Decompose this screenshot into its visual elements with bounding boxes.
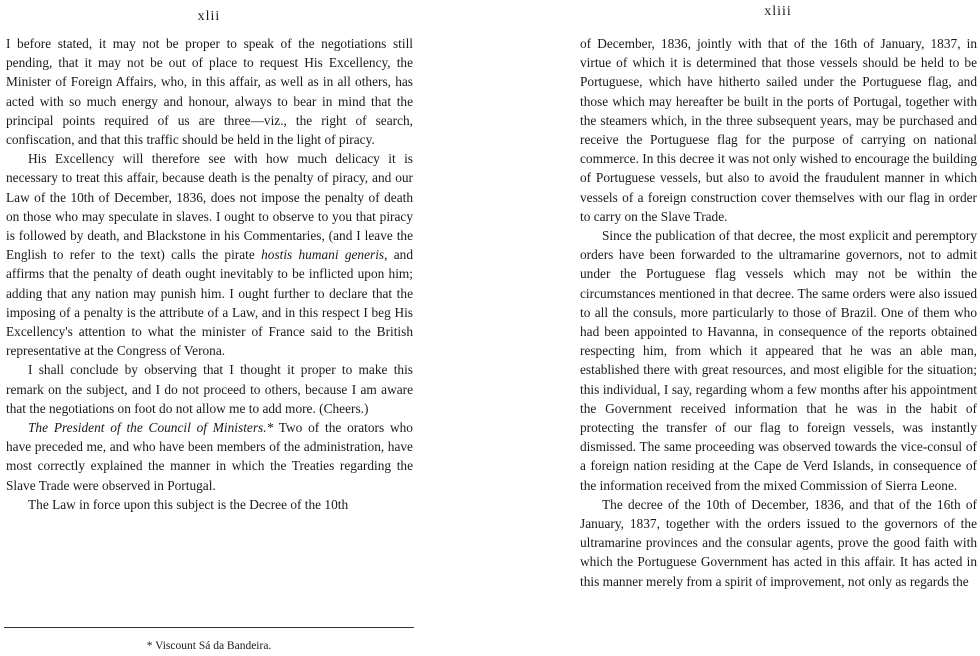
left-page-body — [6, 34, 413, 514]
footnote-divider — [4, 627, 414, 628]
left-paragraph-2 — [6, 149, 413, 360]
left-paragraph-2-tail: , and affirms that the penalty of death ought inevitably to be inflicted upon him; adding that any nation may punish him. I ought further to declare that the imposing of a penalty is the attribute of a Law, and in this respect I beg His Excellency's attention to what the minister of France said to the British representative at the Congress of Verona. — [6, 247, 413, 359]
latin-phrase: hostis humani generis — [261, 247, 385, 263]
right-page-body — [580, 34, 977, 591]
left-paragraph-1: I before stated, it may not be proper to speak of the negotiations still pending, that it may not be out of place to request His Excellency, the Minister of Foreign Affairs, who, in this affair, as well as in all others, has acted with so much energy and honour, always to bear in mind that the principal points required of us are three—viz., the right of search, confiscation, and that this traffic should be held in the light of piracy. — [6, 36, 413, 148]
right-paragraph-3: The decree of the 10th of December, 1836, and that of the 16th of January, 1837, together with the orders issued to the governors of the ultramarine provinces and the consular agents, prove the good faith with which the Portuguese Government has acted in this affair. It has acted in this manner merely from a spirit of improvement, not only as regards the — [580, 496, 977, 589]
left-paragraph-4-text: Two of the orators who have preceded me, and who have been members of the administration, have most correctly explained the manner in which the Treaties regarding the Slave Trade were observed in Portugal. — [6, 420, 413, 493]
left-paragraph-4 — [6, 418, 413, 495]
right-paragraph-1: of December, 1836, jointly with that of the 16th of January, 1837, in virtue of which it is determined that those vessels should be held to be Portuguese, which have hitherto sailed under the Portuguese flag, and those which may hereafter be built in the ports of Portugal, together with the steamers which, in the three subsequent years, may be purchased and receive the Portuguese flag for the purpose of carrying on national commerce. In this decree it was not only wished to encourage the building of Portuguese vessels, but also to avoid the fraudulent manner in which vessels of a foreign construction cover themselves with our flag in order to carry on the Slave Trade. — [580, 36, 977, 224]
left-page-number: xlii — [197, 9, 221, 24]
right-page-number: xliii — [764, 4, 792, 19]
footnote: * Viscount Sá da Bandeira. — [146, 640, 272, 652]
right-page — [576, 0, 980, 656]
left-paragraph-3: I shall conclude by observing that I thought it proper to make this remark on the subject, and I do not proceed to others, because I am aware that the negotiations on foot do not allow me to add more. (Cheers.) — [6, 362, 413, 416]
left-paragraph-5: The Law in force upon this subject is the Decree of the 10th — [28, 496, 349, 512]
speaker-label: The President of the Council of Ministers.* — [28, 420, 274, 436]
left-page — [0, 0, 418, 656]
left-paragraph-2-text: His Excellency will therefore see with how much delicacy it is necessary to treat this affair, because death is the penalty of piracy, and our Law of the 10th of December, 1836, does not impose the penalty of death on those who may speculate in slaves. I ought to observe to you that piracy is followed by death, and Blackstone in his Commentaries, (and I leave the English to refer to the text) calls the pirate — [6, 151, 413, 263]
right-paragraph-2: Since the publication of that decree, the most explicit and peremptory orders have been forwarded to the ultramarine governors, not to admit under the Portuguese flag vessels which may not be within the circumstances mentioned in that decree. The same orders were also issued to all the consuls, more particularly to those of Brazil. One of them who had been appointed to Havanna, in consequence of the reports obtained respecting him, from which it appeared that he was an able man, established there with great resources, and most eligible for the situation; this individual, I say, regarding whom a few months after his appointment the Government received information that he was in the habit of protecting the transfer of our flag to foreign vessels, was instantly dismissed. The same proceeding was observed towards the vice-consul of a foreign nation residing at the Cape de Verd Islands, in consequence of the information received from the mixed Commission of Sierra Leone. — [580, 228, 977, 493]
